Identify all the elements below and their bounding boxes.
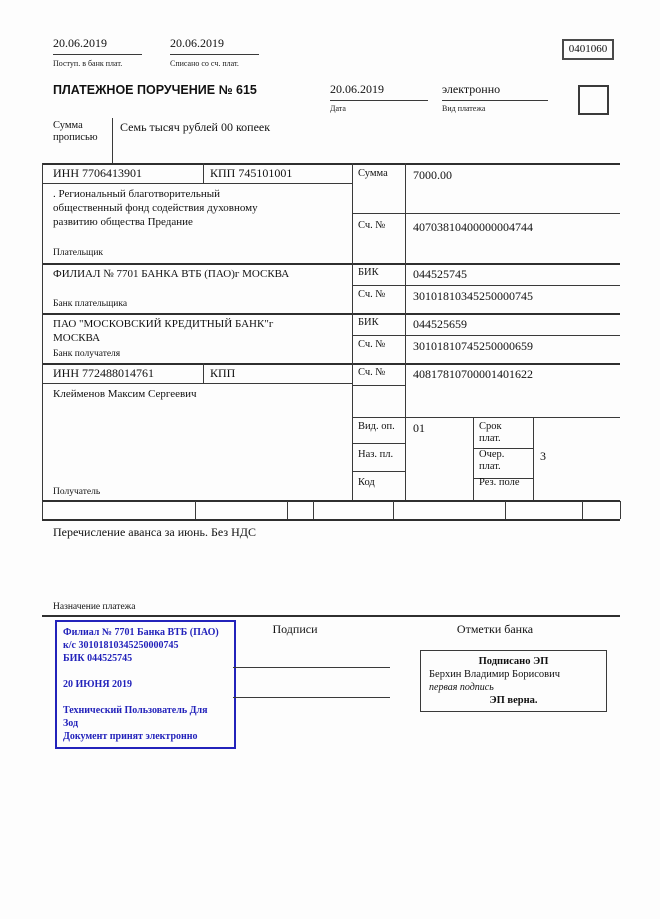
payer-kpp: КПП 745101001	[210, 166, 293, 180]
oper-type-label: Вид. оп.	[358, 421, 395, 432]
table-border	[42, 163, 620, 165]
document-title: ПЛАТЕЖНОЕ ПОРУЧЕНИЕ № 615	[53, 83, 257, 97]
stamp-line	[63, 691, 228, 704]
payee-bank-name-line: МОСКВА	[53, 332, 101, 344]
table-border	[473, 417, 474, 500]
sum-value: 7000.00	[413, 168, 452, 182]
payee-bank-account-label: Сч. №	[358, 339, 386, 350]
signature-line	[233, 697, 390, 698]
payee-bank-bik-value: 044525659	[413, 317, 467, 331]
payer-bank-caption: Банк плательщика	[53, 299, 128, 309]
stamp-line: 20 ИЮНЯ 2019	[63, 679, 133, 690]
payer-bank-bik-value: 044525745	[413, 267, 467, 281]
payer-name-line: общественный фонд содействия духовному	[53, 202, 258, 214]
table-border	[620, 501, 621, 519]
table-border	[352, 385, 405, 386]
payee-bank-caption: Банк получателя	[53, 349, 121, 359]
status-checkbox	[578, 85, 609, 115]
table-border	[352, 335, 620, 336]
payer-name-line: развитию общества Предание	[53, 216, 193, 228]
payee-bank-account-value: 30101810745250000659	[413, 339, 533, 353]
ep-signature-note: первая подпись	[429, 682, 494, 693]
document-date-caption: Дата	[330, 104, 346, 113]
table-border	[313, 501, 314, 519]
payment-kind: электронно	[442, 82, 548, 101]
bank-stamp	[55, 620, 236, 749]
signature-line	[233, 667, 390, 668]
priority-value: 3	[540, 449, 546, 463]
payment-purpose-text: Перечисление аванса за июнь. Без НДС	[53, 525, 256, 539]
payment-kind-caption: Вид платежа	[442, 104, 486, 113]
table-border	[42, 519, 620, 521]
payer-account-value: 40703810400000004744	[413, 220, 533, 234]
payer-bank-account-label: Сч. №	[358, 289, 386, 300]
table-border	[195, 501, 196, 519]
stamp-line: Технический Пользователь Для	[63, 705, 208, 716]
reserve-field-label: Рез. поле	[479, 477, 520, 488]
table-border	[42, 501, 43, 519]
stamp-line: БИК 044525745	[63, 653, 133, 664]
payer-bank-name: ФИЛИАЛ № 7701 БАНКА ВТБ (ПАО)г МОСКВА	[53, 268, 290, 280]
stamp-line: Филиал № 7701 Банка ВТБ (ПАО)	[63, 627, 219, 638]
debited-from-account-date: 20.06.2019	[170, 36, 259, 55]
table-border	[533, 417, 534, 500]
payee-account-value: 40817810700001401622	[413, 367, 533, 381]
ep-signer-name: Берхин Владимир Борисович	[429, 669, 560, 680]
stamp-line: Документ принят электронно	[63, 731, 198, 742]
table-border	[42, 183, 352, 184]
table-border	[505, 501, 506, 519]
document-date: 20.06.2019	[330, 82, 428, 101]
table-border	[42, 383, 352, 384]
table-border	[42, 615, 620, 617]
table-border	[42, 363, 620, 365]
stamp-line: Зод	[63, 718, 79, 729]
electronic-signature-stamp	[420, 650, 607, 712]
purpose-code-label: Наз. пл.	[358, 449, 394, 460]
payer-inn: ИНН 7706413901	[53, 166, 142, 180]
table-border	[42, 500, 620, 502]
table-border	[393, 501, 394, 519]
table-border	[203, 163, 204, 183]
divider	[112, 118, 113, 163]
form-code-box: 0401060	[562, 39, 614, 60]
table-border	[42, 263, 620, 265]
due-date-label: Срок плат.	[479, 421, 502, 444]
ep-signed-title: Подписано ЭП	[478, 656, 549, 667]
payee-account-label: Сч. №	[358, 367, 386, 378]
table-border	[352, 213, 620, 214]
table-border	[405, 163, 406, 500]
oper-type-value: 01	[413, 421, 425, 435]
payee-name: Клейменов Максим Сергеевич	[53, 388, 197, 400]
payee-bank-bik-label: БИК	[358, 317, 379, 328]
amount-in-words-label: Сумма прописью	[53, 120, 98, 143]
table-border	[582, 501, 583, 519]
table-border	[352, 443, 405, 444]
table-border	[287, 501, 288, 519]
signatures-title: Подписи	[272, 622, 318, 636]
received-in-bank-caption: Поступ. в банк плат.	[53, 59, 123, 68]
amount-in-words-value: Семь тысяч рублей 00 копеек	[120, 120, 271, 134]
payer-caption: Плательщик	[53, 248, 104, 258]
table-border	[42, 313, 620, 315]
priority-label: Очер. плат.	[479, 449, 505, 472]
payer-bank-bik-label: БИК	[358, 267, 379, 278]
stamp-line: к/с 30101810345250000745	[63, 640, 179, 651]
table-border	[352, 471, 405, 472]
payer-bank-account-value: 30101810345250000745	[413, 289, 533, 303]
table-border	[42, 163, 43, 500]
received-in-bank-date: 20.06.2019	[53, 36, 142, 55]
payee-bank-name-line: ПАО "МОСКОВСКИЙ КРЕДИТНЫЙ БАНК"г	[53, 318, 274, 330]
payee-inn: ИНН 772488014761	[53, 366, 154, 380]
payer-account-label: Сч. №	[358, 220, 386, 231]
ep-verified-text: ЭП верна.	[489, 695, 538, 706]
bank-marks-title: Отметки банка	[456, 622, 534, 636]
payer-name-line: . Региональный благотворительный	[53, 188, 220, 200]
stamp-line	[63, 665, 228, 678]
table-border	[352, 285, 620, 286]
table-border	[203, 363, 204, 383]
table-border	[352, 417, 620, 418]
payee-caption: Получатель	[53, 487, 101, 497]
code-label: Код	[358, 477, 375, 488]
sum-label: Сумма	[358, 168, 388, 179]
payee-kpp: КПП	[210, 366, 236, 380]
table-border	[352, 163, 353, 500]
payment-purpose-caption: Назначение платежа	[53, 602, 136, 612]
debited-from-account-caption: Списано со сч. плат.	[170, 59, 239, 68]
